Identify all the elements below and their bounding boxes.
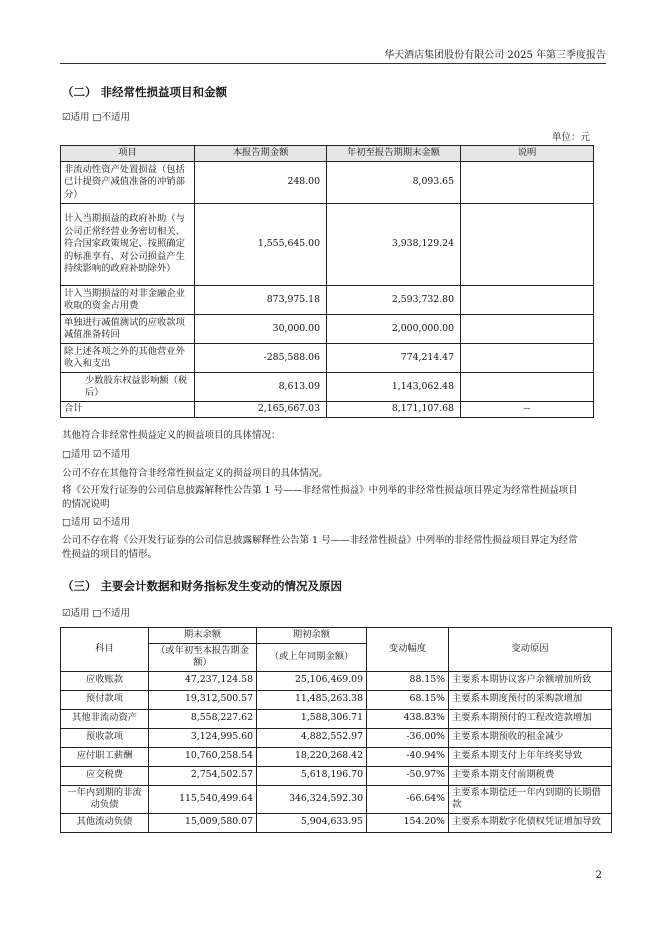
table-row: [61, 690, 612, 709]
cell-note: [461, 344, 594, 373]
cell-end: 2,754,502.57: [149, 766, 257, 785]
cell-note: [461, 162, 594, 204]
cell-current: 8,613.09: [195, 373, 327, 402]
cell-change: 438.83%: [367, 709, 449, 728]
col-header-reason: 变动原因: [449, 628, 612, 672]
applicability-checkbox-3: □适用 ☑不适用: [62, 517, 131, 528]
cell-item: 计入当期损益的对非金融企业收取的资金占用费: [61, 286, 195, 315]
cell-subject: 其他非流动资产: [61, 709, 149, 728]
page-header: 华天酒店集团股份有限公司 2025 年第三季度报告: [384, 50, 606, 61]
col-header-subject: 科目: [61, 628, 149, 672]
cell-reason: 主要系本期数字化债权凭证增加导致: [449, 813, 612, 832]
cell-current: 873,975.18: [195, 286, 327, 315]
cell-ytd: 2,000,000.00: [327, 315, 461, 344]
table-row: [61, 671, 612, 690]
cell-begin: 4,882,552.97: [257, 728, 367, 747]
col-header-begin: 期初余额: [257, 628, 367, 644]
cell-begin: 5,904,633.95: [257, 813, 367, 832]
cell-ytd: 774,214.47: [327, 344, 461, 373]
cell-note: [461, 315, 594, 344]
cell-note: [461, 286, 594, 315]
cell-current: 248.00: [195, 162, 327, 204]
cell-current: 1,555,645.00: [195, 204, 327, 286]
cell-reason: 主要系本期支付上年年终奖导致: [449, 747, 612, 766]
col-subheader-end: （或年初至本报告期金额）: [149, 643, 257, 671]
table-row: [61, 766, 612, 785]
cell-note: [461, 204, 594, 286]
col-header-item: 项目: [61, 146, 195, 162]
cell-begin: 25,106,469.09: [257, 671, 367, 690]
section-title-changes: （三） 主要会计数据和财务指标发生变动的情况及原因: [62, 579, 343, 593]
col-header-end: 期末余额: [149, 628, 257, 644]
section-title-nonrecurring: （二） 非经常性损益项目和金额: [62, 85, 228, 99]
cell-reason: 主要系本期支付前期税费: [449, 766, 612, 785]
col-header-note: 说明: [461, 146, 594, 162]
other-items-text: 其他符合非经常性损益定义的损益项目的具体情况：: [62, 430, 281, 441]
cell-reason: 主要系本期预收的租金减少: [449, 728, 612, 747]
cell-change: 68.15%: [367, 690, 449, 709]
nonrecurring-table: [60, 145, 594, 418]
cell-ytd: 3,938,129.24: [327, 204, 461, 286]
cell-subject: 其他流动负债: [61, 813, 149, 832]
cell-end: 15,009,580.07: [149, 813, 257, 832]
cell-change: -40.94%: [367, 747, 449, 766]
no-other-items-text: 公司不存在其他符合非经常性损益定义的损益项目的具体情况。: [62, 468, 329, 479]
cell-subject: 应付职工薪酬: [61, 747, 149, 766]
cell-ytd: 1,143,062.48: [327, 373, 461, 402]
table-row: [61, 286, 594, 315]
cell-subject: 预付款项: [61, 690, 149, 709]
cell-end: 3,124,995.60: [149, 728, 257, 747]
cell-ytd: 8,093.65: [327, 162, 461, 204]
table-row: [61, 747, 612, 766]
table-row-total: [61, 402, 594, 418]
table-row: [61, 315, 594, 344]
cell-ytd: 2,593,732.80: [327, 286, 461, 315]
table-row: [61, 813, 612, 832]
cell-current: 2,165,667.03: [195, 402, 327, 418]
cell-reason: 主要系本期偿还一年内到期的长期借款: [449, 785, 612, 813]
cell-reason: 主要系本期度预付的采购款增加: [449, 690, 612, 709]
col-header-current: 本报告期金额: [195, 146, 327, 162]
applicability-checkbox: ☑适用 □不适用: [62, 112, 131, 123]
reclassification-text: 将《公开发行证券的公司信息披露解释性公告第 1 号——非经常性损益》中列举的非经常性损益项目界定为经常性损益项目的情况说明: [62, 485, 578, 510]
header-divider: [60, 63, 606, 64]
applicability-checkbox-2: □适用 ☑不适用: [62, 449, 131, 460]
table-row: [61, 373, 594, 402]
col-subheader-begin: （或上年同期金额）: [257, 643, 367, 671]
cell-begin: 1,588,306.71: [257, 709, 367, 728]
cell-change: -36.00%: [367, 728, 449, 747]
cell-note: [461, 373, 594, 402]
cell-subject: 应交税费: [61, 766, 149, 785]
cell-change: 88.15%: [367, 671, 449, 690]
cell-item: 计入当期损益的政府补助（与公司正常经营业务密切相关、符合国家政策规定、按照确定的标准享有、对公司损益产生持续影响的政府补助除外）: [61, 204, 195, 286]
cell-change: 154.20%: [367, 813, 449, 832]
cell-change: -66.64%: [367, 785, 449, 813]
no-reclassification-text: 公司不存在将《公开发行证券的公司信息披露解释性公告第 1 号——非经常性损益》中列举的非经常性损益项目界定为经常性损益的项目的情形。: [62, 535, 578, 560]
table-row: [61, 204, 594, 286]
cell-item: 非流动性资产处置损益（包括已计提资产减值准备的冲销部分）: [61, 162, 195, 204]
cell-end: 115,540,499.64: [149, 785, 257, 813]
table-row: [61, 162, 594, 204]
page-number: 2: [595, 870, 602, 881]
cell-current: 30,000.00: [195, 315, 327, 344]
cell-subject: 应收账款: [61, 671, 149, 690]
applicability-checkbox-4: ☑适用 □不适用: [62, 608, 131, 619]
cell-end: 47,237,124.58: [149, 671, 257, 690]
cell-end: 19,312,500.57: [149, 690, 257, 709]
cell-subject: 预收款项: [61, 728, 149, 747]
table-row: [61, 709, 612, 728]
cell-item: 少数股东权益影响额（税后）: [61, 373, 195, 402]
cell-note: --: [461, 402, 594, 418]
cell-begin: 346,324,592.30: [257, 785, 367, 813]
cell-begin: 5,618,196.70: [257, 766, 367, 785]
cell-item: 除上述各项之外的其他营业外收入和支出: [61, 344, 195, 373]
cell-begin: 18,220,268.42: [257, 747, 367, 766]
table-row: [61, 344, 594, 373]
cell-end: 10,760,258.54: [149, 747, 257, 766]
cell-current: -285,588.06: [195, 344, 327, 373]
cell-item: 单独进行减值测试的应收款项减值准备转回: [61, 315, 195, 344]
unit-label: 单位：元: [551, 132, 590, 143]
col-header-change: 变动幅度: [367, 628, 449, 672]
cell-subject: 一年内到期的非流动负债: [61, 785, 149, 813]
changes-table: [60, 627, 612, 833]
cell-item: 合计: [61, 402, 195, 418]
cell-reason: 主要系本期协议客户余额增加所致: [449, 671, 612, 690]
col-header-ytd: 年初至报告期期末金额: [327, 146, 461, 162]
table-row: [61, 728, 612, 747]
table-row: [61, 785, 612, 813]
cell-reason: 主要系本期预付的工程改造款增加: [449, 709, 612, 728]
cell-end: 8,558,227.62: [149, 709, 257, 728]
cell-ytd: 8,171,107.68: [327, 402, 461, 418]
cell-change: -50.97%: [367, 766, 449, 785]
cell-begin: 11,485,263.38: [257, 690, 367, 709]
